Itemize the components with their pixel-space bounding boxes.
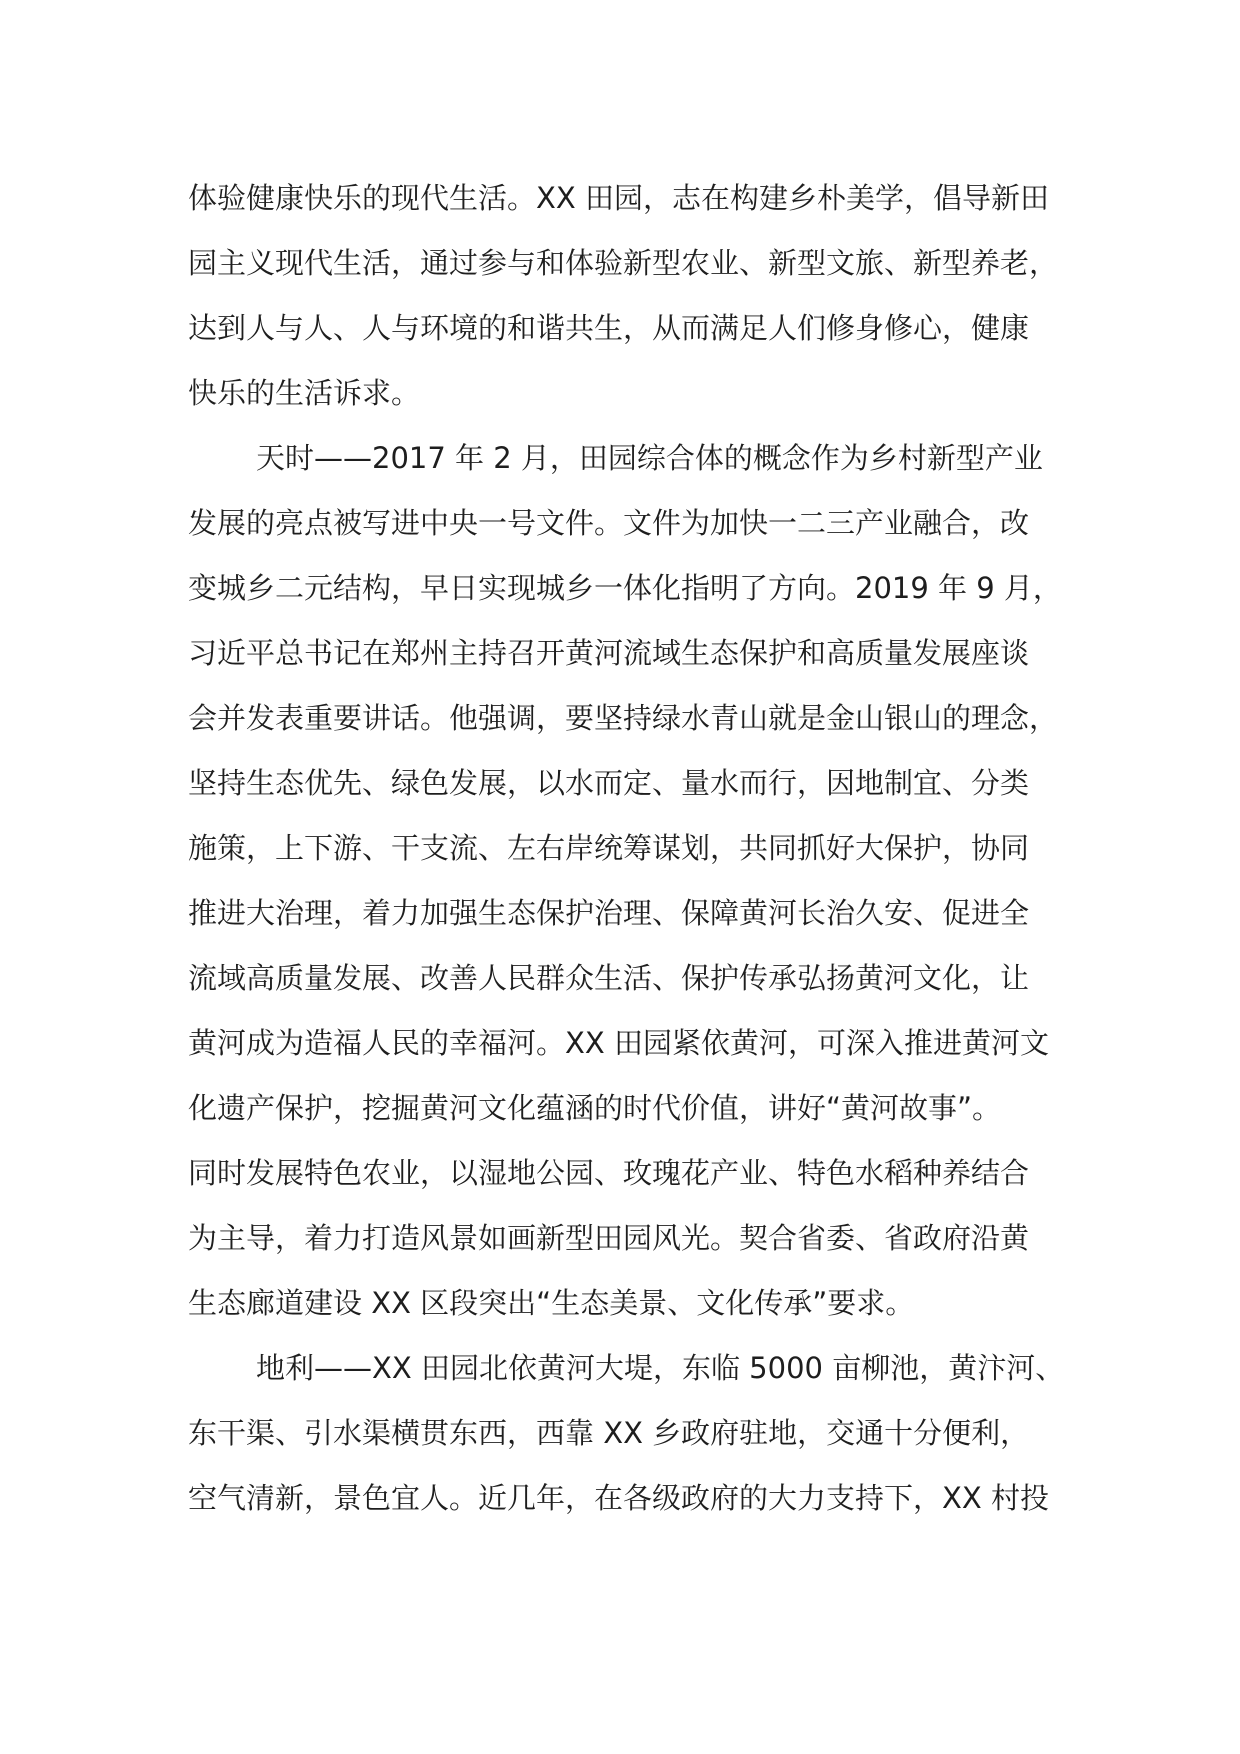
text-line: 东干渠、引水渠横贯东西，西靠 XX 乡政府驻地，交通十分便利， — [188, 1416, 1030, 1450]
text-line: 施策，上下游、干支流、左右岸统筹谋划，共同抓好大保护，协同 — [188, 831, 1030, 865]
paragraph-dili — [188, 1336, 1068, 1531]
text-line: 坚持生态优先、绿色发展，以水而定、量水而行，因地制宜、分类 — [188, 766, 1030, 800]
text-line: 生态廊道建设 XX 区段突出“生态美景、文化传承”要求。 — [188, 1286, 915, 1320]
text-line: 园主义现代生活，通过参与和体验新型农业、新型文旅、新型养老， — [188, 246, 1059, 280]
text-line: 体验健康快乐的现代生活。XX 田园，志在构建乡朴美学，倡导新田 — [188, 181, 1049, 215]
text-line: 达到人与人、人与环境的和谐共生，从而满足人们修身修心，健康 — [188, 311, 1030, 345]
text-line: 习近平总书记在郑州主持召开黄河流域生态保护和高质量发展座谈 — [188, 636, 1030, 670]
text-line: 发展的亮点被写进中央一号文件。文件为加快一二三产业融合，改 — [188, 506, 1030, 540]
text-line: 空气清新，景色宜人。近几年，在各级政府的大力支持下，XX 村投 — [188, 1481, 1049, 1515]
text-line: 黄河成为造福人民的幸福河。XX 田园紧依黄河，可深入推进黄河文 — [188, 1026, 1049, 1060]
text-line: 地利——XX 田园北依黄河大堤，东临 5000 亩柳池，黄汴河、 — [256, 1351, 1065, 1385]
text-line: 为主导，着力打造风景如画新型田园风光。契合省委、省政府沿黄 — [188, 1221, 1030, 1255]
text-line: 快乐的生活诉求。 — [188, 376, 421, 410]
text-line: 流域高质量发展、改善人民群众生活、保护传承弘扬黄河文化，让 — [188, 961, 1030, 995]
paragraph-tianshi — [188, 426, 1068, 1336]
document-body — [188, 166, 1068, 1531]
text-line: 变城乡二元结构，早日实现城乡一体化指明了方向。2019 年 9 月， — [188, 571, 1062, 605]
text-line: 天时——2017 年 2 月，田园综合体的概念作为乡村新型产业 — [256, 441, 1043, 475]
text-line: 会并发表重要讲话。他强调，要坚持绿水青山就是金山银山的理念， — [188, 701, 1059, 735]
text-line: 化遗产保护，挖掘黄河文化蕴涵的时代价值，讲好“黄河故事”。 — [188, 1091, 1002, 1125]
text-line: 推进大治理，着力加强生态保护治理、保障黄河长治久安、促进全 — [188, 896, 1030, 930]
text-line: 同时发展特色农业，以湿地公园、玫瑰花产业、特色水稻种养结合 — [188, 1156, 1030, 1190]
paragraph-1 — [188, 166, 1068, 426]
